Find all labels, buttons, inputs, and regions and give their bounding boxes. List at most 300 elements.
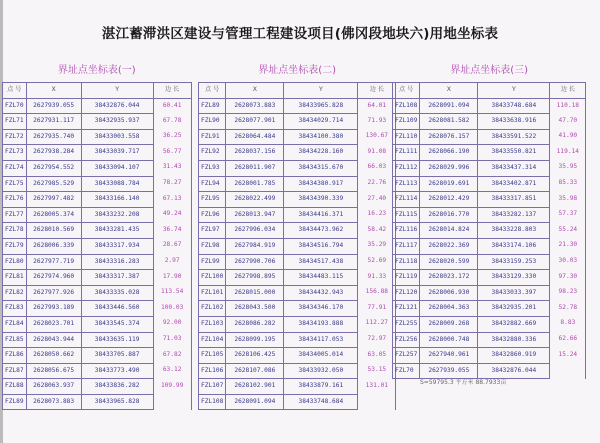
coordinate-table-2 [198, 60, 396, 410]
side-length: 15.24 [550, 348, 586, 364]
x-coordinate: 2627939.055 [26, 98, 81, 114]
x-coordinate: 2628009.268 [420, 316, 478, 332]
table-row [393, 129, 586, 145]
y-coordinate: 38433402.871 [478, 176, 550, 192]
table-row [393, 238, 586, 254]
y-coordinate: 38434029.714 [284, 114, 358, 130]
side-length: 67.13 [153, 192, 191, 208]
point-id: FZL255 [393, 316, 420, 332]
side-length: 2.97 [153, 254, 191, 270]
table-row [199, 238, 396, 254]
side-length: 30.03 [550, 254, 586, 270]
point-id: FZL70 [393, 363, 420, 379]
table-row [3, 254, 192, 270]
y-coordinate: 38433635.119 [81, 332, 153, 348]
point-id: FZL106 [199, 363, 226, 379]
point-id: FZL112 [393, 160, 420, 176]
point-id: FZL93 [199, 160, 226, 176]
x-coordinate: 2628066.190 [420, 145, 478, 161]
x-coordinate: 2627954.552 [26, 160, 81, 176]
point-id: FZL118 [393, 254, 420, 270]
y-coordinate: 38433705.887 [81, 348, 153, 364]
point-id: FZL104 [199, 332, 226, 348]
y-coordinate: 38434473.962 [284, 223, 358, 239]
y-coordinate: 38433317.934 [81, 238, 153, 254]
y-coordinate: 38433748.684 [284, 394, 358, 410]
side-length: 56.77 [153, 145, 191, 161]
x-coordinate: 2627977.719 [26, 254, 81, 270]
table-row [199, 270, 396, 286]
table-caption: 界址点坐标表(一) [57, 65, 136, 76]
table-row [393, 285, 586, 301]
table-row [199, 145, 396, 161]
point-id: FZL85 [3, 332, 27, 348]
y-coordinate: 38433282.137 [478, 207, 550, 223]
side-length: 35.29 [358, 238, 396, 254]
table-row [199, 394, 396, 410]
point-id: FZL89 [199, 98, 226, 114]
header-point: 点 号 [393, 83, 420, 99]
y-coordinate: 38433748.684 [478, 98, 550, 114]
table-row [199, 176, 396, 192]
y-coordinate: 38434380.917 [284, 176, 358, 192]
table-row [199, 192, 396, 208]
y-coordinate: 38433094.107 [81, 160, 153, 176]
area-footnote: S=59795.3 平方米 88.7933亩 [420, 379, 507, 386]
point-id: FZL114 [393, 192, 420, 208]
point-id: FZL105 [199, 348, 226, 364]
y-coordinate: 38434005.014 [284, 348, 358, 364]
table-row [393, 145, 586, 161]
side-length: 130.67 [358, 129, 396, 145]
side-length: 131.01 [358, 379, 396, 395]
point-id: FZL71 [3, 114, 27, 130]
y-coordinate: 38434315.670 [284, 160, 358, 176]
side-length: 85.33 [550, 176, 586, 192]
coordinate-table-1 [2, 60, 192, 410]
point-id: FZL76 [3, 192, 27, 208]
point-id: FZL116 [393, 223, 420, 239]
x-coordinate: 2628091.094 [420, 98, 478, 114]
table-row [3, 238, 192, 254]
x-coordinate: 2628086.282 [226, 316, 284, 332]
y-coordinate: 38433836.282 [81, 379, 153, 395]
x-coordinate: 2628043.944 [26, 332, 81, 348]
table-row [393, 254, 586, 270]
y-coordinate: 38433446.560 [81, 301, 153, 317]
y-coordinate: 38434416.371 [284, 207, 358, 223]
side-length: 67.78 [153, 114, 191, 130]
point-id: FZL97 [199, 223, 226, 239]
point-id: FZL108 [393, 98, 420, 114]
x-coordinate: 2628102.901 [226, 379, 284, 395]
table-row [3, 114, 192, 130]
side-length: 47.70 [550, 114, 586, 130]
y-coordinate: 38433166.140 [81, 192, 153, 208]
side-length: 63.05 [358, 348, 396, 364]
table-row [393, 316, 586, 332]
side-length: 55.24 [550, 223, 586, 239]
point-id: FZL113 [393, 176, 420, 192]
header-x: X [226, 83, 284, 99]
y-coordinate: 38433932.050 [284, 363, 358, 379]
point-id: FZL108 [199, 394, 226, 410]
y-coordinate: 38434117.053 [284, 332, 358, 348]
side-length: 16.23 [358, 207, 396, 223]
x-coordinate: 2628004.363 [420, 301, 478, 317]
header-row [3, 83, 192, 99]
point-id: FZL90 [199, 114, 226, 130]
header-distance: 边 长 [358, 83, 396, 99]
y-coordinate: 38433003.558 [81, 129, 153, 145]
y-coordinate: 38434390.339 [284, 192, 358, 208]
x-coordinate: 2628050.662 [26, 348, 81, 364]
y-coordinate: 38433174.106 [478, 238, 550, 254]
point-id: FZL75 [3, 176, 27, 192]
side-length: 71.03 [153, 332, 191, 348]
y-coordinate: 38434432.943 [284, 285, 358, 301]
header-x: X [26, 83, 81, 99]
side-length: 100.03 [153, 301, 191, 317]
table-row [393, 332, 586, 348]
x-coordinate: 2627974.960 [26, 270, 81, 286]
y-coordinate: 38433088.784 [81, 176, 153, 192]
point-id: FZL98 [199, 238, 226, 254]
side-length: 52.69 [358, 254, 396, 270]
document-title: 湛江蓄滞洪区建设与管理工程建设项目(佛冈段地块六)用地坐标表 [101, 26, 499, 42]
point-id: FZL81 [3, 270, 27, 286]
x-coordinate: 2628006.930 [420, 285, 478, 301]
side-length: 72.97 [358, 332, 396, 348]
point-id: FZL100 [199, 270, 226, 286]
table-row [199, 129, 396, 145]
x-coordinate: 2628037.156 [226, 145, 284, 161]
point-id: FZL95 [199, 192, 226, 208]
table-row [393, 114, 586, 130]
point-id: FZL79 [3, 238, 27, 254]
x-coordinate: 2627998.895 [226, 270, 284, 286]
x-coordinate: 2628091.094 [226, 394, 284, 410]
y-coordinate: 38432882.669 [478, 316, 550, 332]
side-length: 21.30 [550, 238, 586, 254]
header-distance: 边 长 [153, 83, 191, 99]
point-id: FZL257 [393, 348, 420, 364]
table-caption: 界址点坐标表(三) [450, 65, 529, 76]
table-row [3, 160, 192, 176]
table-row [3, 348, 192, 364]
y-coordinate: 38433129.330 [478, 270, 550, 286]
table-row [3, 379, 192, 395]
side-length: 57.37 [550, 207, 586, 223]
header-x: X [420, 83, 478, 99]
y-coordinate: 38434100.380 [284, 129, 358, 145]
point-id: FZL87 [3, 363, 27, 379]
x-coordinate: 2628076.157 [420, 129, 478, 145]
side-length: 77.91 [358, 301, 396, 317]
table-row [3, 223, 192, 239]
y-coordinate: 38433159.253 [478, 254, 550, 270]
table-row [393, 301, 586, 317]
side-length: 27.40 [358, 192, 396, 208]
header-y: Y [478, 83, 550, 99]
x-coordinate: 2628001.785 [226, 176, 284, 192]
y-coordinate: 38432876.044 [478, 363, 550, 379]
x-coordinate: 2628014.824 [420, 223, 478, 239]
point-id: FZL107 [199, 379, 226, 395]
side-length: 22.76 [358, 176, 396, 192]
x-coordinate: 2628023.701 [26, 316, 81, 332]
point-id: FZL94 [199, 176, 226, 192]
header-point: 点 号 [199, 83, 226, 99]
x-coordinate: 2627993.189 [26, 301, 81, 317]
side-length: 156.88 [358, 285, 396, 301]
side-length: 97.30 [550, 270, 586, 286]
point-id: FZL121 [393, 301, 420, 317]
point-id: FZL115 [393, 207, 420, 223]
table-row [199, 316, 396, 332]
y-coordinate: 38433591.522 [478, 129, 550, 145]
table-caption: 界址点坐标表(二) [258, 65, 337, 76]
x-coordinate: 2628005.374 [26, 207, 81, 223]
y-coordinate: 38432860.919 [478, 348, 550, 364]
point-id: FZL86 [3, 348, 27, 364]
point-id: FZL77 [3, 207, 27, 223]
table-row [393, 207, 586, 223]
side-length: 67.82 [153, 348, 191, 364]
table-row [3, 145, 192, 161]
x-coordinate: 2628106.425 [226, 348, 284, 364]
side-length: 63.12 [153, 363, 191, 379]
side-length: 112.27 [358, 316, 396, 332]
y-coordinate: 38434193.888 [284, 316, 358, 332]
point-id: FZL110 [393, 129, 420, 145]
side-length: 58.42 [358, 223, 396, 239]
table-row [199, 114, 396, 130]
x-coordinate: 2628019.691 [420, 176, 478, 192]
side-length: 49.24 [153, 207, 191, 223]
side-length: 119.14 [550, 145, 586, 161]
side-length: 71.93 [358, 114, 396, 130]
point-id: FZL117 [393, 238, 420, 254]
x-coordinate: 2627990.706 [226, 254, 284, 270]
y-coordinate: 38433638.916 [478, 114, 550, 130]
point-id: FZL119 [393, 270, 420, 286]
side-length: 91.33 [358, 270, 396, 286]
point-id: FZL74 [3, 160, 27, 176]
side-length: 17.90 [153, 270, 191, 286]
side-length: 113.54 [153, 285, 191, 301]
side-length: 78.27 [153, 176, 191, 192]
x-coordinate: 2628015.000 [226, 285, 284, 301]
y-coordinate: 38433281.435 [81, 223, 153, 239]
x-coordinate: 2628011.907 [226, 160, 284, 176]
y-coordinate: 38432876.044 [81, 98, 153, 114]
table-row [393, 160, 586, 176]
y-coordinate: 38433317.387 [81, 270, 153, 286]
side-length: 110.18 [550, 98, 586, 114]
x-coordinate: 2628022.369 [420, 238, 478, 254]
x-coordinate: 2627938.284 [26, 145, 81, 161]
x-coordinate: 2627997.482 [26, 192, 81, 208]
point-id: FZL109 [393, 114, 420, 130]
x-coordinate: 2628064.484 [226, 129, 284, 145]
table-row [199, 363, 396, 379]
x-coordinate: 2628107.086 [226, 363, 284, 379]
table-row [393, 270, 586, 286]
table-row [199, 301, 396, 317]
side-length: 35.95 [550, 160, 586, 176]
x-coordinate: 2628006.339 [26, 238, 81, 254]
point-id: FZL101 [199, 285, 226, 301]
point-id: FZL89 [3, 394, 27, 410]
y-coordinate: 38432935.937 [81, 114, 153, 130]
table-row [199, 207, 396, 223]
side-length: 92.00 [153, 316, 191, 332]
table-row [199, 254, 396, 270]
side-length: 8.83 [550, 316, 586, 332]
x-coordinate: 2628010.569 [26, 223, 81, 239]
side-length: 36.25 [153, 129, 191, 145]
table-row [3, 98, 192, 114]
y-coordinate: 38433965.828 [284, 98, 358, 114]
table-row [3, 129, 192, 145]
x-coordinate: 2628073.883 [226, 98, 284, 114]
y-coordinate: 38434517.438 [284, 254, 358, 270]
y-coordinate: 38432935.201 [478, 301, 550, 317]
coordinate-table-3 [392, 60, 586, 379]
side-length: 64.01 [358, 98, 396, 114]
table-row [199, 348, 396, 364]
point-id: FZL73 [3, 145, 27, 161]
table-row [3, 192, 192, 208]
x-coordinate: 2628022.499 [226, 192, 284, 208]
y-coordinate: 38434346.170 [284, 301, 358, 317]
table-row [3, 332, 192, 348]
x-coordinate: 2628063.937 [26, 379, 81, 395]
x-coordinate: 2628081.582 [420, 114, 478, 130]
point-id: FZL82 [3, 285, 27, 301]
y-coordinate: 38433232.208 [81, 207, 153, 223]
y-coordinate: 38433879.161 [284, 379, 358, 395]
side-length: 53.15 [358, 363, 396, 379]
x-coordinate: 2628077.901 [226, 114, 284, 130]
y-coordinate: 38434228.160 [284, 145, 358, 161]
x-coordinate: 2627984.919 [226, 238, 284, 254]
side-length: 31.43 [153, 160, 191, 176]
point-id: FZL78 [3, 223, 27, 239]
x-coordinate: 2627996.034 [226, 223, 284, 239]
x-coordinate: 2627940.961 [420, 348, 478, 364]
table-row [199, 379, 396, 395]
table-row [3, 207, 192, 223]
header-row [199, 83, 396, 99]
coordinate-table [198, 82, 396, 410]
table-row [393, 223, 586, 239]
side-length: 60.41 [153, 98, 191, 114]
point-id: FZL102 [199, 301, 226, 317]
side-length: 36.74 [153, 223, 191, 239]
point-id: FZL99 [199, 254, 226, 270]
header-y: Y [284, 83, 358, 99]
y-coordinate: 38434516.794 [284, 238, 358, 254]
x-coordinate: 2628023.172 [420, 270, 478, 286]
point-id: FZL92 [199, 145, 226, 161]
y-coordinate: 38433550.821 [478, 145, 550, 161]
coordinate-table [2, 82, 192, 410]
y-coordinate: 38433317.851 [478, 192, 550, 208]
y-coordinate: 38433228.803 [478, 223, 550, 239]
side-length: 52.78 [550, 301, 586, 317]
table-row [3, 316, 192, 332]
table-row [199, 223, 396, 239]
x-coordinate: 2628029.996 [420, 160, 478, 176]
table-row [393, 176, 586, 192]
side-length: 62.66 [550, 332, 586, 348]
y-coordinate: 38433965.828 [81, 394, 153, 410]
table-row [199, 332, 396, 348]
point-id: FZL88 [3, 379, 27, 395]
table-row [3, 270, 192, 286]
y-coordinate: 38433437.314 [478, 160, 550, 176]
x-coordinate: 2628013.947 [226, 207, 284, 223]
point-id: FZL80 [3, 254, 27, 270]
table-row [3, 285, 192, 301]
table-row [393, 98, 586, 114]
side-length [153, 394, 191, 410]
table-row [3, 394, 192, 410]
point-id: FZL70 [3, 98, 27, 114]
x-coordinate: 2628020.599 [420, 254, 478, 270]
point-id: FZL72 [3, 129, 27, 145]
header-y: Y [81, 83, 153, 99]
y-coordinate: 38433316.283 [81, 254, 153, 270]
coordinate-table [392, 82, 586, 379]
x-coordinate: 2627985.529 [26, 176, 81, 192]
side-length: 91.08 [358, 145, 396, 161]
y-coordinate: 38433335.028 [81, 285, 153, 301]
point-id: FZL83 [3, 301, 27, 317]
y-coordinate: 38433039.717 [81, 145, 153, 161]
point-id: FZL84 [3, 316, 27, 332]
x-coordinate: 2627935.740 [26, 129, 81, 145]
table-row [3, 176, 192, 192]
table-row [199, 160, 396, 176]
side-length [358, 394, 396, 410]
table-row [199, 98, 396, 114]
x-coordinate: 2627939.055 [420, 363, 478, 379]
table-row [3, 363, 192, 379]
point-id: FZL103 [199, 316, 226, 332]
point-id: FZL256 [393, 332, 420, 348]
side-length: 35.98 [550, 192, 586, 208]
side-length: 28.67 [153, 238, 191, 254]
table-row [393, 348, 586, 364]
point-id: FZL111 [393, 145, 420, 161]
table-row [393, 192, 586, 208]
side-length: 109.99 [153, 379, 191, 395]
point-id: FZL96 [199, 207, 226, 223]
y-coordinate: 38434483.115 [284, 270, 358, 286]
y-coordinate: 38433545.374 [81, 316, 153, 332]
x-coordinate: 2628016.770 [420, 207, 478, 223]
x-coordinate: 2627977.926 [26, 285, 81, 301]
header-row [393, 83, 586, 99]
x-coordinate: 2628012.429 [420, 192, 478, 208]
x-coordinate: 2628056.675 [26, 363, 81, 379]
y-coordinate: 38433773.490 [81, 363, 153, 379]
x-coordinate: 2628043.500 [226, 301, 284, 317]
side-length: 98.23 [550, 285, 586, 301]
